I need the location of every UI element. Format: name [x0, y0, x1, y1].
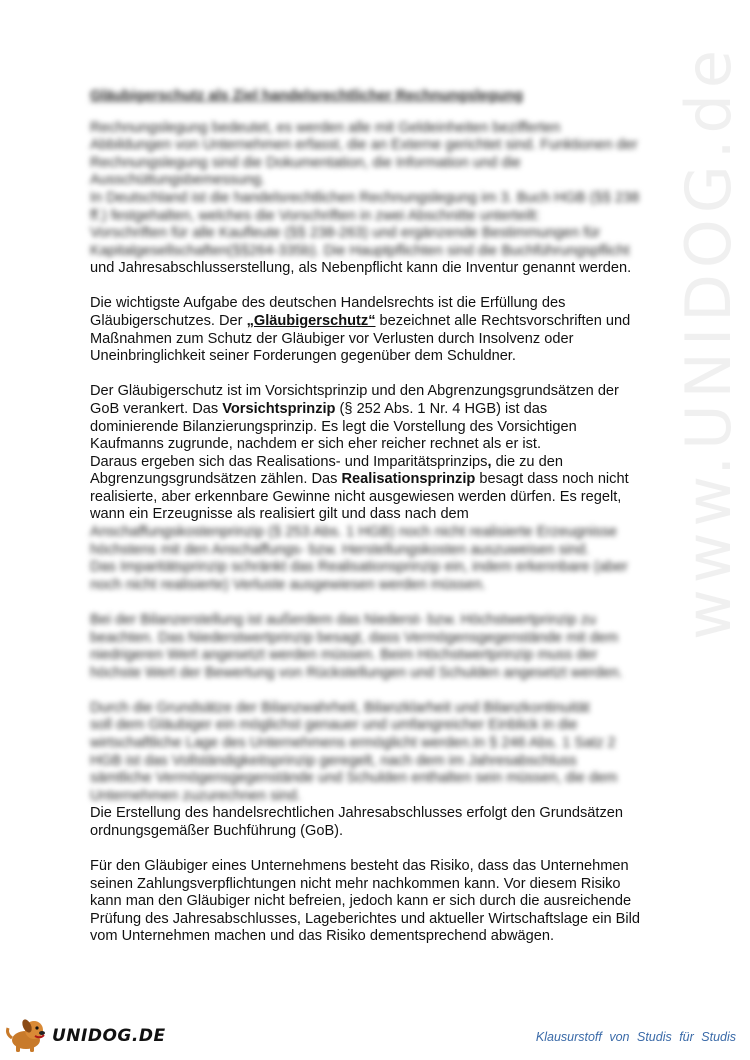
text-line: beachten. Das Niederstwertprinzip besagt, dass Vermögensgegenstände mit dem — [90, 629, 619, 646]
footer-tagline: Klausurstoff von Studis für Studis — [535, 1030, 736, 1044]
text-line: Für den Gläubiger eines Unternehmens besteht das Risiko, dass das Unternehmen — [90, 858, 629, 875]
text-line: höchstens mit den Anschaffungs- bzw. Herstellungskosten auszuweisen sind. — [90, 541, 590, 558]
text-line: Der Gläubigerschutz ist im Vorsichtsprinzip und den Abgrenzungsgrundsätzen der — [90, 383, 619, 400]
term-vorsichtsprinzip: Vorsichtsprinzip — [222, 400, 336, 417]
text-line — [90, 401, 662, 419]
text-line: Kapitalgesellschaften(§§264-335b). Die Hauptpflichten sind die Buchführungspflicht — [90, 242, 630, 259]
text-span: Gläubigerschutzes. Der — [90, 313, 247, 330]
text-line: realisierte, aber erkennbare Gewinne nicht ausgewiesen werden dürfen. Es regelt, — [90, 488, 622, 505]
text-line — [90, 454, 662, 472]
text-line: Uneinbringlichkeit seiner Forderungen gegenüber dem Schuldner. — [90, 348, 516, 365]
text-line: Vorschriften für alle Kaufleute (§§ 238-263) und ergänzende Bestimmungen für — [90, 225, 601, 242]
text-line: Anschaffungskostenprinzip (§ 253 Abs. 1 HGB) noch nicht realisierte Erzeugnisse — [90, 524, 618, 541]
text-line: Rechnungslegung bedeutet, es werden alle mit Geldeinheiten bezifferten — [90, 119, 561, 136]
text-line: höchste Wert der Bewertung von Rückstellungen und Schulden angesetzt werden. — [90, 664, 623, 681]
paragraph-1 — [90, 120, 662, 278]
document-title: Gläubigerschutz als Ziel handelsrechtlicher Rechnungslegung — [90, 88, 524, 104]
text-span: bezeichnet alle Rechtsvorschriften und — [375, 313, 631, 330]
logo-text: UNIDOG.DE — [52, 1026, 166, 1046]
document-body — [90, 88, 662, 946]
text-line: kann man den Gläubiger nicht befreien, jedoch kann er sich durch die ausreichende — [90, 893, 632, 910]
dog-icon — [4, 1014, 54, 1054]
text-line: Unternehmen zuzurechnen sind. — [90, 787, 301, 804]
watermark-text: www.UNIDOG.de — [672, 44, 745, 640]
text-line: soll dem Gläubiger ein möglichst genauer und umfangreicher Einblick in die — [90, 717, 578, 734]
text-line: Das Imparitätsprinzip schränkt das Realisationsprinzip ein, indem erkennbare (aber — [90, 559, 628, 576]
text-line: Abbildungen von Unternehmen erfasst, die an Externe gerichtet sind. Funktionen der — [90, 137, 638, 154]
paragraph-3 — [90, 383, 662, 594]
text-span: Abgrenzungsgrundsätzen zählen. Das — [90, 471, 342, 488]
text-line: Durch die Grundsätze der Bilanzwahrheit, Bilanzklarheit und Bilanzkontinuität — [90, 699, 590, 716]
text-line — [90, 313, 662, 331]
text-line — [90, 471, 662, 489]
text-span: , — [487, 453, 492, 470]
text-line: wann ein Erzeugnisse als realisiert gilt und dass nach dem — [90, 506, 469, 523]
text-line: Die wichtigste Aufgabe des deutschen Handelsrechts ist die Erfüllung des — [90, 295, 566, 312]
text-line: sämtliche Vermögensgegenstände und Schulden enthalten sein müssen, die dem — [90, 770, 618, 787]
term-realisationsprinzip: Realisationsprinzip — [341, 471, 476, 488]
text-span: die zu den — [491, 453, 563, 470]
paragraph-6 — [90, 858, 662, 946]
text-line: noch nicht realisierte) Verluste ausgewiesen werden müssen. — [90, 576, 486, 593]
term-glaeubigerschutz: „Gläubigerschutz“ — [246, 313, 376, 330]
text-line: und Jahresabschlusserstellung, als Nebenpflicht kann die Inventur genannt werden. — [90, 260, 632, 277]
paragraph-4 — [90, 612, 662, 682]
text-span: besagt dass noch nicht — [475, 471, 629, 488]
text-line: HGB ist das Vollständigkeitsprinzip geregelt, nach dem im Jahresabschluss — [90, 752, 577, 769]
text-line: vom Unternehmen machen und das Risiko dementsprechend abwägen. — [90, 928, 555, 945]
text-line: Die Erstellung des handelsrechtlichen Jahresabschlusses erfolgt den Grundsätzen — [90, 805, 623, 822]
paragraph-5 — [90, 700, 662, 841]
text-span: GoB verankert. Das — [90, 400, 223, 417]
text-line: In Deutschland ist die handelsrechtlichen Rechnungslegung im 3. Buch HGB (§§ 238 — [90, 189, 640, 206]
text-line: Prüfung des Jahresabschlusses, Lageberichtes und aktueller Wirtschaftslage ein Bild — [90, 910, 641, 927]
text-line: ordnungsgemäßer Buchführung (GoB). — [90, 822, 344, 839]
unidog-logo[interactable] — [4, 1014, 166, 1054]
text-span: Daraus ergeben sich das Realisations- und Imparitätsprinzips — [90, 453, 488, 470]
text-line: Bei der Bilanzerstellung ist außerdem das Niederst- bzw. Höchstwertprinzip zu — [90, 611, 597, 628]
text-line: wirtschaftliche Lage des Unternehmens ermöglicht werden.In § 246 Abs. 1 Satz 2 — [90, 735, 616, 751]
text-line: niedrigeren Wert angesetzt werden müssen. Beim Höchstwertprinzip muss der — [90, 647, 598, 664]
paragraph-2 — [90, 295, 662, 365]
text-span: (§ 252 Abs. 1 Nr. 4 HGB) ist das — [335, 400, 548, 417]
text-line: dominierende Bilanzierungsprinzip. Es legt die Vorstellung des Vorsichtigen — [90, 418, 577, 435]
text-line: ff.) festgehalten, welches die Vorschriften in zwei Abschnitte unterteilt: — [90, 207, 540, 224]
text-line: Ausschüttungsbemessung. — [90, 172, 266, 189]
text-line: Rechnungslegung sind die Dokumentation, die Information und die — [90, 154, 521, 171]
text-line: seinen Zahlungsverpflichtungen nicht mehr nachkommen kann. Vor diesem Risiko — [90, 875, 621, 892]
text-line: Maßnahmen zum Schutz der Gläubiger vor Verlusten durch Insolvenz oder — [90, 330, 574, 347]
text-line: Kaufmanns zugrunde, nachdem er sich eher reicher rechnet als er ist. — [90, 436, 542, 453]
